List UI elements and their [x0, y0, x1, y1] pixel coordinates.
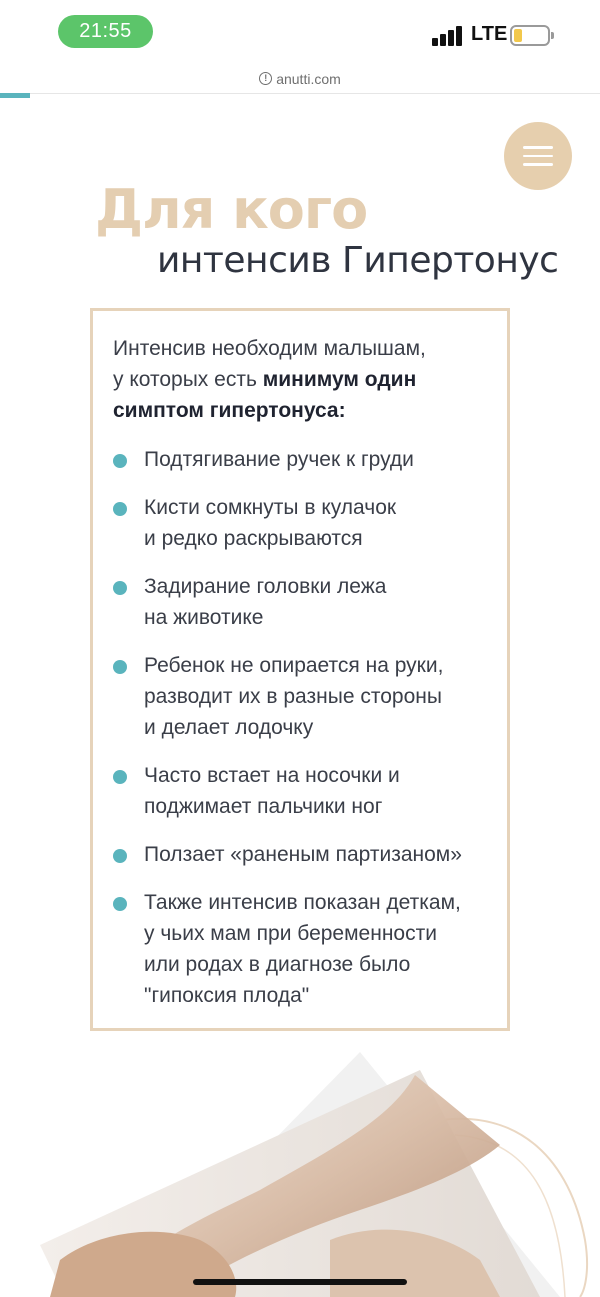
bullet-dot-icon: [113, 897, 127, 911]
bullet-dot-icon: [113, 770, 127, 784]
menu-button[interactable]: [504, 122, 572, 190]
list-item: [113, 492, 503, 554]
bullet-dot-icon: [113, 454, 127, 468]
info-icon[interactable]: !: [259, 72, 272, 85]
symptom-text: Часто встает на носочки и поджимает пальчики ног: [144, 764, 400, 818]
status-bar: [0, 0, 600, 64]
symptom-text: Также интенсив показан деткам, у чьих мам при беременности или родах в диагнозе было "гипоксия плода": [144, 891, 461, 1007]
baby-massage-photo: [0, 1040, 600, 1297]
status-time: 21:55: [58, 15, 153, 48]
symptom-text: Кисти сомкнуты в кулачок и редко раскрываются: [144, 496, 397, 550]
list-item: [113, 839, 503, 870]
signal-bars-icon: [432, 24, 464, 46]
list-item: [113, 571, 503, 633]
section-title: Для кого: [95, 178, 368, 241]
battery-level: [514, 29, 522, 42]
bullet-dot-icon: [113, 502, 127, 516]
hamburger-icon-line: [523, 155, 553, 158]
hamburger-icon: [523, 146, 553, 149]
card-intro-text: Интенсив необходим малышам, у которых есть: [113, 337, 426, 391]
list-item: [113, 887, 503, 1011]
network-type: LTE: [471, 23, 508, 45]
list-item: [113, 444, 503, 475]
home-indicator[interactable]: [193, 1279, 407, 1285]
bullet-dot-icon: [113, 660, 127, 674]
bullet-dot-icon: [113, 849, 127, 863]
photo-illustration: [0, 1040, 600, 1297]
address-bar[interactable]: [0, 64, 600, 94]
symptom-text: Ребенок не опирается на руки, разводит их в разные стороны и делает лодочку: [144, 654, 444, 739]
card-intro-bold: минимум один симптом гипертонуса:: [113, 368, 417, 422]
battery-icon: [510, 25, 550, 46]
symptom-text: Подтягивание ручек к груди: [144, 448, 414, 471]
card-intro: [113, 333, 493, 426]
url-text[interactable]: anutti.com: [276, 70, 341, 87]
symptoms-card: [90, 308, 510, 1031]
bullet-dot-icon: [113, 581, 127, 595]
list-item: [113, 760, 503, 822]
symptom-text: Ползает «раненым партизаном»: [144, 843, 462, 866]
battery-cap: [551, 32, 554, 39]
scroll-accent-bar: [0, 93, 30, 98]
section-subtitle: интенсив Гипертонус: [157, 240, 559, 281]
hamburger-icon-line: [523, 163, 553, 166]
symptom-list: [113, 444, 503, 1028]
list-item: [113, 650, 503, 743]
symptom-text: Задирание головки лежа на животике: [144, 575, 387, 629]
